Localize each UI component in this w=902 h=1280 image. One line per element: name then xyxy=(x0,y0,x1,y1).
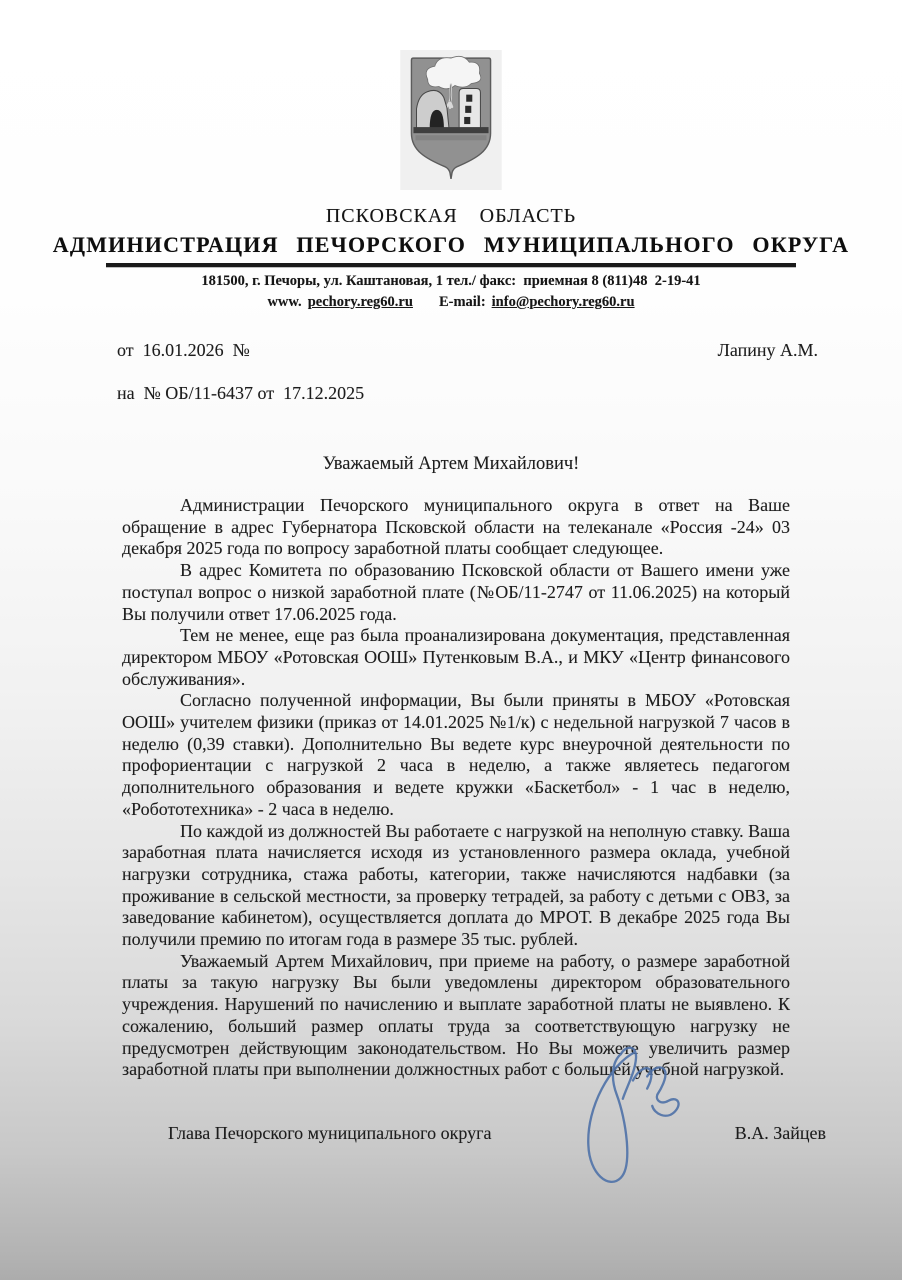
contact-line xyxy=(0,293,902,312)
signature-row xyxy=(168,1123,826,1144)
date-number-line: от 16.01.2026 № xyxy=(117,340,250,360)
email-label: E-mail: xyxy=(438,294,486,310)
paragraph: В адрес Комитета по образованию Псковской области от Вашего имени уже поступал вопрос о низкой заработной плате (№ОБ/11-2747 от 11.06.2025) на который Вы получили ответ 17.06.2025 года. xyxy=(122,560,790,624)
salutation: Уважаемый Артем Михайлович! xyxy=(322,454,580,474)
paragraph: По каждой из должностей Вы работаете с нагрузкой на неполную ставку. Ваша заработная плата начисляется исходя из установленного размера оклада, учебной нагрузки сотрудника, стажа работы, категории, также начисляются надбавки (за проживание в сельской местности, за проверку тетрадей, за работу с детьми с ОВЗ, за заведование кабинетом), осуществляется доплата до МРОТ. В декабре 2025 года Вы получили премию по итогам года в размере 35 тыс. рублей. xyxy=(122,820,790,950)
paragraph: Уважаемый Артем Михайлович, при приеме на работу, о размере заработной платы за такую нагрузку Вы были уведомлены директором образовательного учреждения. Нарушений по начислению и выплате заработной платы не выявлено. К сожалению, больший размер оплаты труда за соответствующую нагрузку не предусмотрен действующим законодательством. Но Вы можете увеличить размер заработной платы при выполнении должностных работ с большей учебной нагрузкой. xyxy=(122,950,790,1080)
signatory-name: В.А. Зайцев xyxy=(734,1122,826,1143)
addressee: Лапину А.М. xyxy=(717,340,818,360)
region-title: ПСКОВСКАЯ ОБЛАСТЬ xyxy=(325,205,577,227)
paragraph: Администрации Печорского муниципального округа в ответ на Ваше обращение в адрес Губернатора Псковской области на телеканале «Россия -24» 03 декабря 2025 года по вопросу заработной платы сообщает следующее. xyxy=(122,495,790,559)
site-url: pechory.reg60.ru xyxy=(307,294,413,310)
address-line: 181500, г. Печоры, ул. Каштановая, 1 тел./ факс: приемная 8 (811)48 2-19-41 xyxy=(201,273,701,289)
reference-line: на № ОБ/11-6437 от 17.12.2025 xyxy=(117,383,365,403)
meta-row xyxy=(117,340,818,361)
email-address: info@pechory.reg60.ru xyxy=(491,294,635,310)
emblem-block xyxy=(0,0,902,195)
header-rule xyxy=(106,263,796,267)
signatory-position: Глава Печорского муниципального округа xyxy=(168,1122,492,1143)
paragraph: Тем не менее, еще раз была проанализирована документация, представленная директором МБОУ «Ротовская ООШ» Путенковым В.А., и МКУ «Центр финансового обслуживания». xyxy=(122,625,790,689)
www-label: www. xyxy=(267,294,302,310)
coat-of-arms-icon xyxy=(399,50,503,190)
organization-title: АДМИНИСТРАЦИЯ ПЕЧОРСКОГО МУНИЦИПАЛЬНОГО ОКРУГА xyxy=(52,232,850,257)
paragraph: Согласно полученной информации, Вы были приняты в МБОУ «Ротовская ООШ» учителем физики (приказ от 14.01.2025 №1/к) с недельной нагрузкой 7 часов в неделю (0,39 ставки). Дополнительно Вы ведете курс внеурочной деятельности по профориентации с нагрузкой 2 часа в неделю, а также являетесь педагогом дополнительного образования и ведете кружки «Баскетбол» - 1 час в неделю, «Робототехника» - 2 часа в неделю. xyxy=(122,690,790,819)
letter-body xyxy=(122,495,790,1081)
